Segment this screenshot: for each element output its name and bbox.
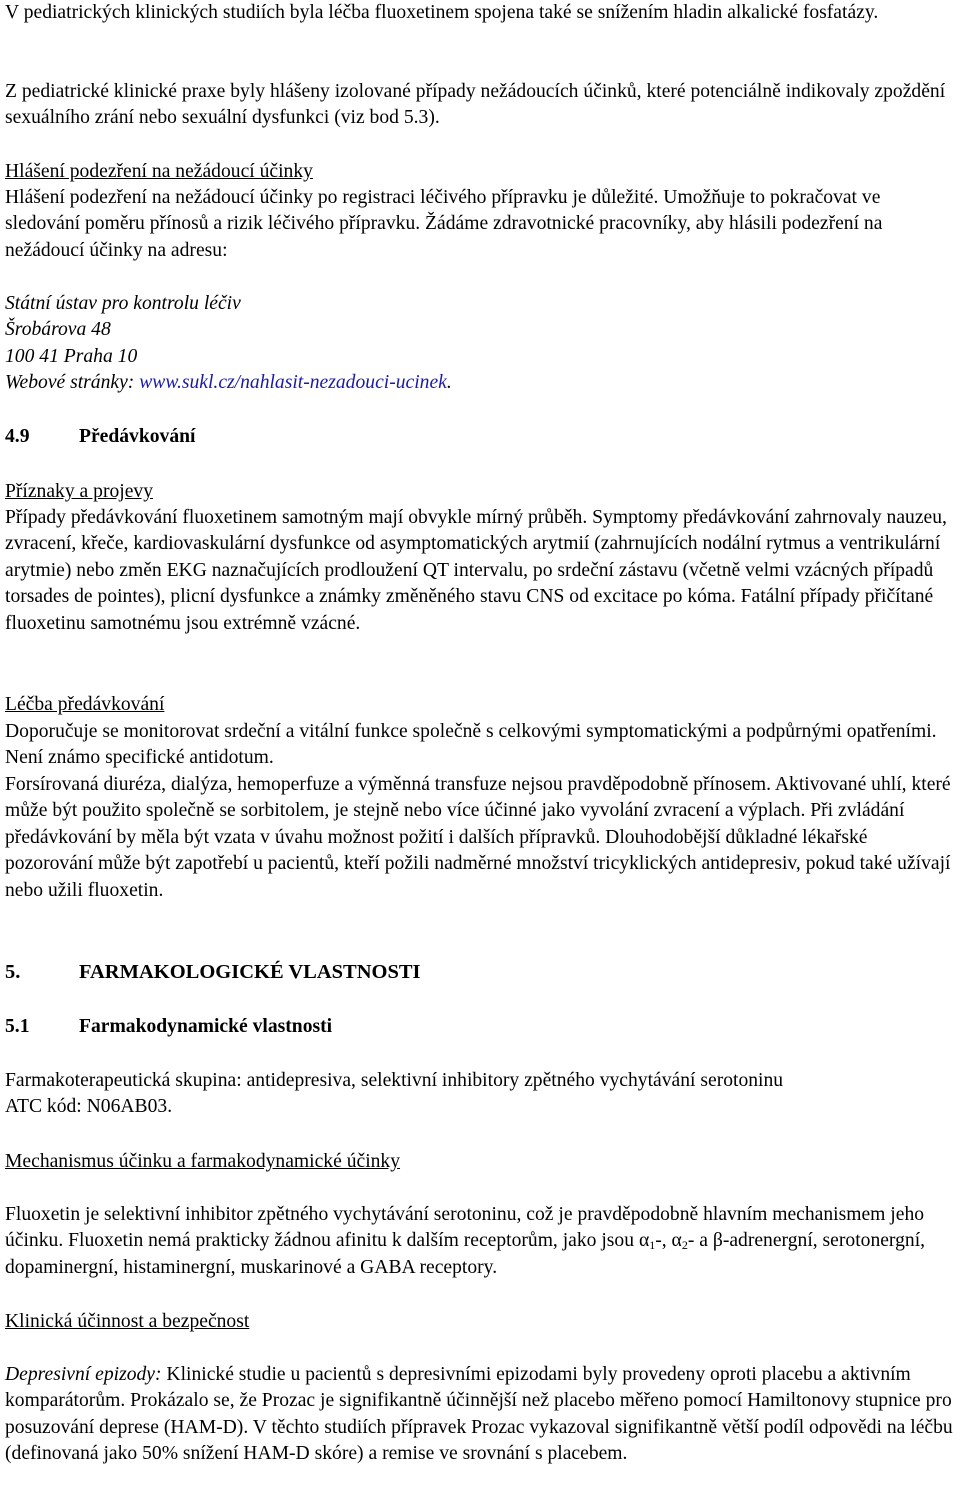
address-street: Šrobárova 48 [5, 319, 111, 341]
address-web-line [5, 370, 957, 396]
mechanism-text: Fluoxetin je selektivní inhibitor zpětného vychytávání serotoninu, což je pravděpodobně hlavním mechanismem jeho účinku. Fluoxetin nemá prakticky žádnou afinitu k dalším receptorům, jako jsou [5, 1204, 925, 1252]
section-title: Předávkování [79, 426, 196, 447]
treatment-heading: Léčba předávkování [5, 694, 165, 715]
reporting-address [5, 291, 957, 397]
mechanism-heading: Mechanismus účinku a farmakodynamické účinky [5, 1151, 401, 1172]
symptoms-heading: Příznaky a projevy [5, 481, 153, 502]
section-5-heading [5, 959, 957, 985]
alpha-symbol: α [671, 1230, 682, 1252]
group-line: Farmakoterapeutická skupina: antidepresiva, selektivní inhibitory zpětného vychytávání serotoninu [5, 1070, 784, 1091]
mechanism-tail: - a β-adrenergní, serotonergní, dopaminergní, histaminergní, muskarinové a GABA receptory. [5, 1230, 926, 1278]
web-label: Webové stránky: [5, 372, 140, 394]
efficacy-heading: Klinická účinnost a bezpečnost [5, 1311, 250, 1332]
address-name: Státní ústav pro kontrolu léčiv [5, 293, 241, 314]
treatment-paragraph-1: Doporučuje se monitorovat srdeční a vitální funkce společně s celkovými symptomatickými a podpůrnými opatřeními. Není známo specifické antidotum. [5, 721, 937, 769]
mechanism-paragraph [5, 1202, 957, 1281]
section-number: 4.9 [5, 426, 30, 447]
depressive-text: Klinické studie u pacientů s depresivními epizodami byly provedeny oproti placebu a aktivním komparátorům. Prokázalo se, že Prozac je signifikantně účinnější než placebo měřeno pomocí Hamiltonovy stupnice pro posuzování deprese (HAM-D). V těchto studiích přípravek Prozac vykazoval signifikantně větší podíl odpovědi na léčbu (definovaná jako 50% snížení HAM-D skóre) a remise ve srovnání s placebem. [5, 1364, 953, 1465]
reporting-paragraph: Hlášení podezření na nežádoucí účinky po registraci léčivého přípravku je důležité. Umožňuje to pokračovat ve sledování poměru přínosů a rizik léčivého přípravku. Žádáme zdravotnické pracovníky, aby hlásili podezření na nežádoucí účinky na adresu: [5, 187, 883, 261]
alpha-symbol: α [638, 1230, 650, 1252]
paragraph-alkaline-phosphatase: V pediatrických klinických studiích byla léčba fluoxetinem spojena také se snížením hladin alkalické fosfatázy. [5, 2, 879, 23]
section-title: Farmakodynamické vlastnosti [79, 1016, 333, 1037]
section-number: 5. [5, 961, 21, 983]
paragraph-pediatric-reports: Z pediatrické klinické praxe byly hlášeny izolované případy nežádoucích účinků, které potenciálně indikovaly zpoždění sexuálního zrání nebo sexuální dysfunkci (viz bod 5.3). [5, 81, 946, 129]
reporting-heading: Hlášení podezření na nežádoucí účinky [5, 161, 313, 182]
subscript-1: 1 [649, 1238, 656, 1253]
separator: -, [655, 1230, 672, 1252]
subscript-2: 2 [681, 1238, 688, 1253]
pharmacotherapeutic-group [5, 1068, 957, 1121]
section-5-1-heading [5, 1014, 957, 1040]
address-city: 100 41 Praha 10 [5, 345, 138, 367]
atc-code-line: ATC kód: N06AB03. [5, 1096, 173, 1118]
symptoms-paragraph: Případy předávkování fluoxetinem samotným mají obvykle mírný průběh. Symptomy předávkování zahrnovaly nauzeu, zvracení, křeče, kardiovaskulární dysfunkce od asymptomatických arytmií (zahrnujících nodální rytmus a ventrikulární arytmie) nebo změn EKG naznačujících prodloužení QT intervalu, po srdeční zástavu (včetně velmi vzácných případů torsades de pointes), plicní dysfunkce a známky změněného stavu CNS od excitace po kóma. Fatální případy přičítané fluoxetinu samotnému jsou extrémně vzácné. [5, 507, 947, 634]
section-4-9-heading [5, 424, 957, 450]
web-link[interactable]: www.sukl.cz/nahlasit-nezadouci-ucinek [139, 372, 447, 394]
depressive-label: Depresivní epizody: [5, 1364, 162, 1385]
treatment-paragraph-2: Forsírovaná diuréza, dialýza, hemoperfuze a výměnná transfuze nejsou pravděpodobně přínosem. Aktivované uhlí, které může být použito společně se sorbitolem, je stejně nebo více účinné jako vyvolání zvracení a výplach. Při zvládání předávkování by měla být vzata v úvahu možnost požití i dalších přípravků. Dlouhodobější důkladné lékařské pozorování může být zapotřebí u pacientů, kteří požili nadměrné množství tricyklických antidepresiv, pokud také užívají nebo užili fluoxetin. [5, 774, 951, 901]
depressive-episodes-paragraph [5, 1362, 957, 1468]
section-number: 5.1 [5, 1016, 30, 1037]
web-end: . [446, 372, 452, 394]
section-title: FARMAKOLOGICKÉ VLASTNOSTI [79, 961, 421, 983]
